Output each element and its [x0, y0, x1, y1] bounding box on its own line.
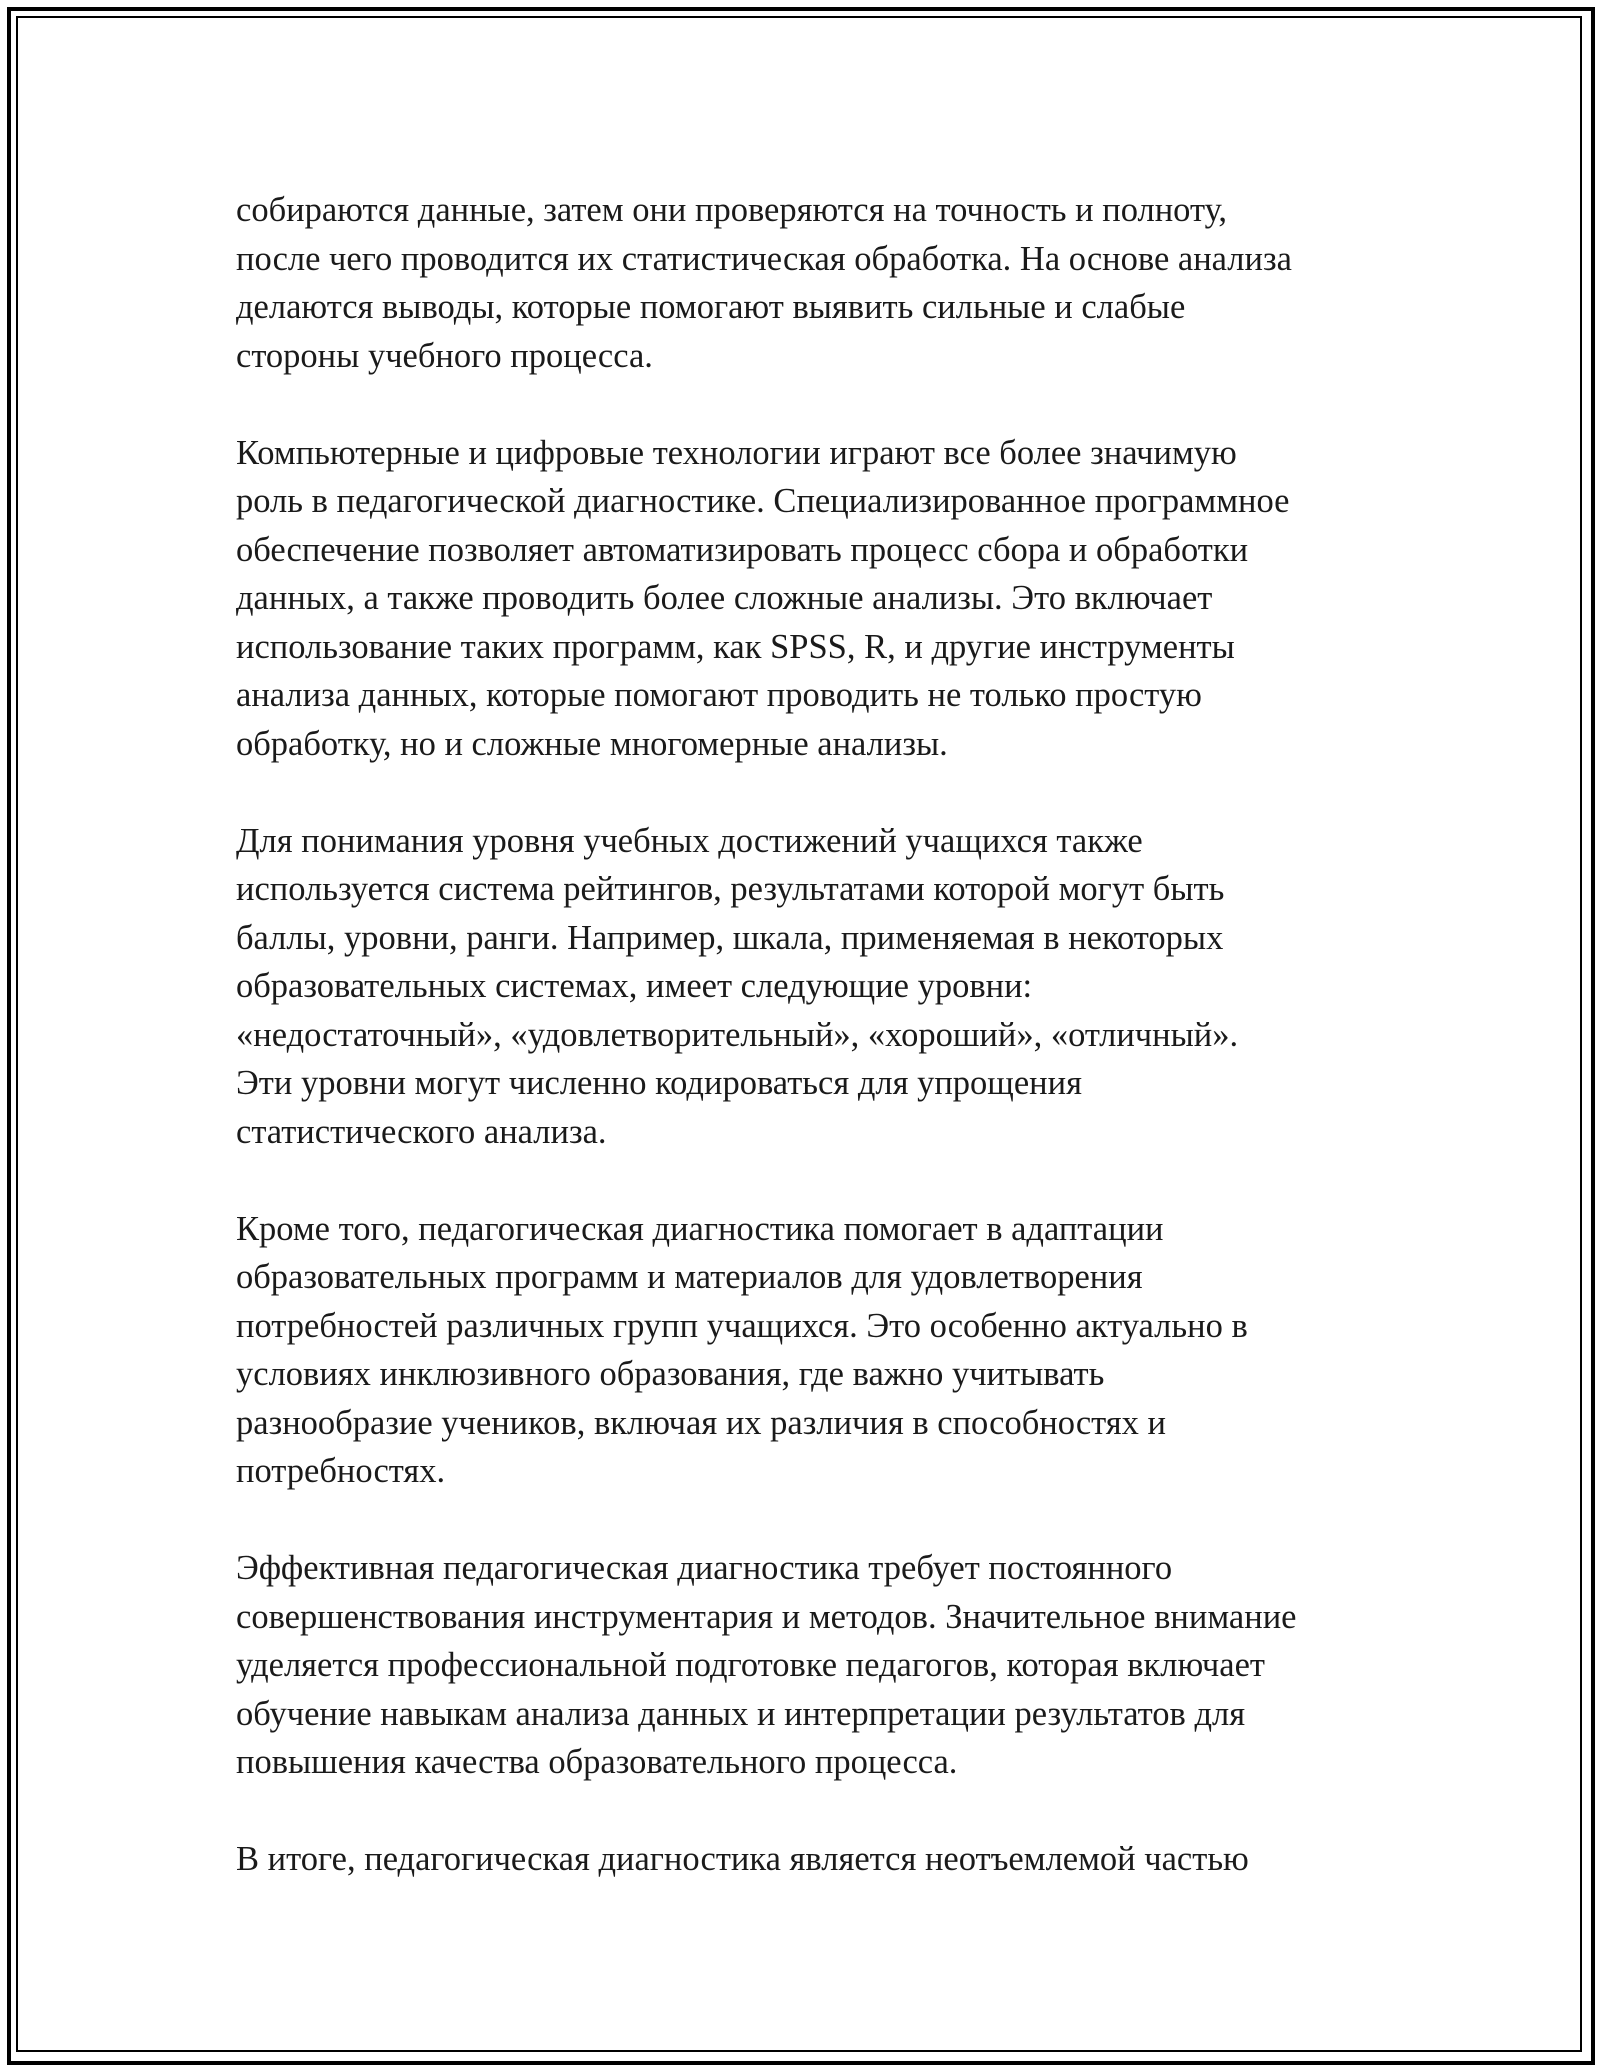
text-line: роль в педагогической диагностике. Специализированное программное — [236, 482, 1290, 520]
text-line: образовательных системах, имеет следующие уровни: — [236, 967, 1033, 1005]
text-line: Для понимания уровня учебных достижений учащихся также — [236, 821, 1143, 860]
paragraph-digital-technologies — [236, 429, 1386, 769]
text-line: В итоге, педагогическая диагностика является неотъемлемой частью — [236, 1840, 1249, 1878]
text-line: потребностях. — [236, 1452, 446, 1490]
text-line: обработку, но и сложные многомерные анализы. — [236, 724, 948, 763]
text-line: баллы, уровни, ранги. Например, шкала, применяемая в некоторых — [236, 918, 1224, 957]
paragraph-conclusion — [236, 1835, 1386, 1884]
text-line: делаются выводы, которые помогают выявить сильные и слабые — [236, 288, 1186, 326]
text-line: уделяется профессиональной подготовке педагогов, которая включает — [236, 1646, 1265, 1684]
text-line: разнообразие учеников, включая их различия в способностях и — [236, 1403, 1166, 1442]
text-line: Эти уровни могут численно кодироваться для упрощения — [236, 1064, 1082, 1102]
text-line: Кроме того, педагогическая диагностика помогает в адаптации — [236, 1209, 1164, 1248]
text-line: Эффективная педагогическая диагностика требует постоянного — [236, 1549, 1173, 1587]
text-line: обучение навыкам анализа данных и интерпретации результатов для — [236, 1694, 1246, 1733]
text-line: совершенствования инструментария и методов. Значительное внимание — [236, 1597, 1297, 1636]
text-line: «недостаточный», «удовлетворительный», «хороший», «отличный». — [236, 1015, 1239, 1054]
paragraph-effective-diagnostics — [236, 1544, 1386, 1787]
text-line: Компьютерные и цифровые технологии играют все более значимую — [236, 433, 1237, 472]
paragraph-adaptation — [236, 1205, 1386, 1496]
text-line: образовательных программ и материалов для удовлетворения — [236, 1258, 1143, 1296]
paragraph-data-processing — [236, 186, 1386, 380]
text-line: условиях инклюзивного образования, где важно учитывать — [236, 1355, 1105, 1393]
text-line: потребностей различных групп учащихся. Это особенно актуально в — [236, 1306, 1248, 1345]
text-line: стороны учебного процесса. — [236, 336, 653, 375]
text-line: использование таких программ, как SPSS, R, и другие инструменты — [236, 627, 1235, 666]
paragraph-rating-system — [236, 817, 1386, 1157]
text-line: обеспечение позволяет автоматизировать процесс сбора и обработки — [236, 530, 1249, 569]
text-line: анализа данных, которые помогают проводить не только простую — [236, 676, 1202, 714]
text-line: после чего проводится их статистическая обработка. На основе анализа — [236, 239, 1292, 278]
text-line: статистического анализа. — [236, 1112, 607, 1151]
text-line: собираются данные, затем они проверяются на точность и полноту, — [236, 191, 1228, 229]
text-line: используется система рейтингов, результатами которой могут быть — [236, 870, 1225, 908]
document-body — [236, 186, 1386, 1932]
text-line: повышения качества образовательного процесса. — [236, 1743, 958, 1781]
text-line: данных, а также проводить более сложные анализы. Это включает — [236, 579, 1213, 617]
